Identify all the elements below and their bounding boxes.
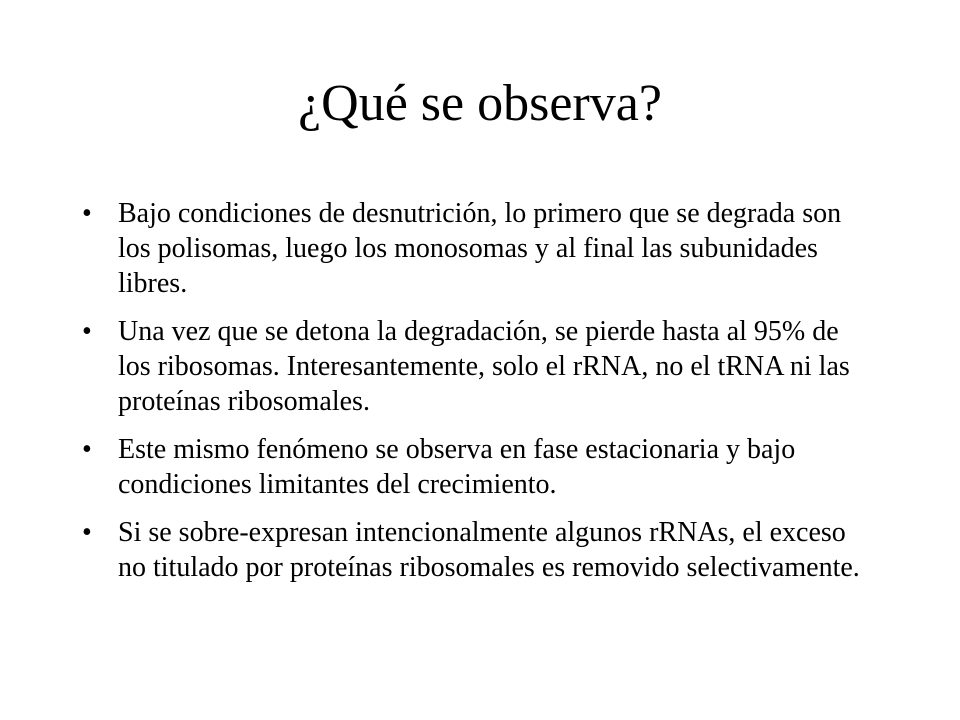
bullet-item [78,314,878,419]
bullet-text: Una vez que se detona la degradación, se pierde hasta al 95% de los ribosomas. Interesantemente, solo el rRNA, no el tRNA ni las proteínas ribosomales. [118,316,850,417]
bullet-text: Si se sobre-expresan intencionalmente algunos rRNAs, el exceso no titulado por proteínas ribosomales es removido selectivamente. [118,517,860,583]
bullet-text: Este mismo fenómeno se observa en fase estacionaria y bajo condiciones limitantes del crecimiento. [118,434,796,500]
bullet-dot-icon: • [82,434,92,465]
bullet-text: Bajo condiciones de desnutrición, lo primero que se degrada son los polisomas, luego los monosomas y al final las subunidades libres. [118,198,842,299]
bullet-item [78,432,878,502]
bullet-item [78,515,878,585]
bullet-item [78,196,878,301]
bullet-dot-icon: • [82,517,92,548]
bullet-dot-icon: • [82,316,92,347]
bullet-dot-icon: • [82,198,92,229]
bullet-list [78,196,878,598]
slide-title: ¿Qué se observa? [298,75,662,132]
